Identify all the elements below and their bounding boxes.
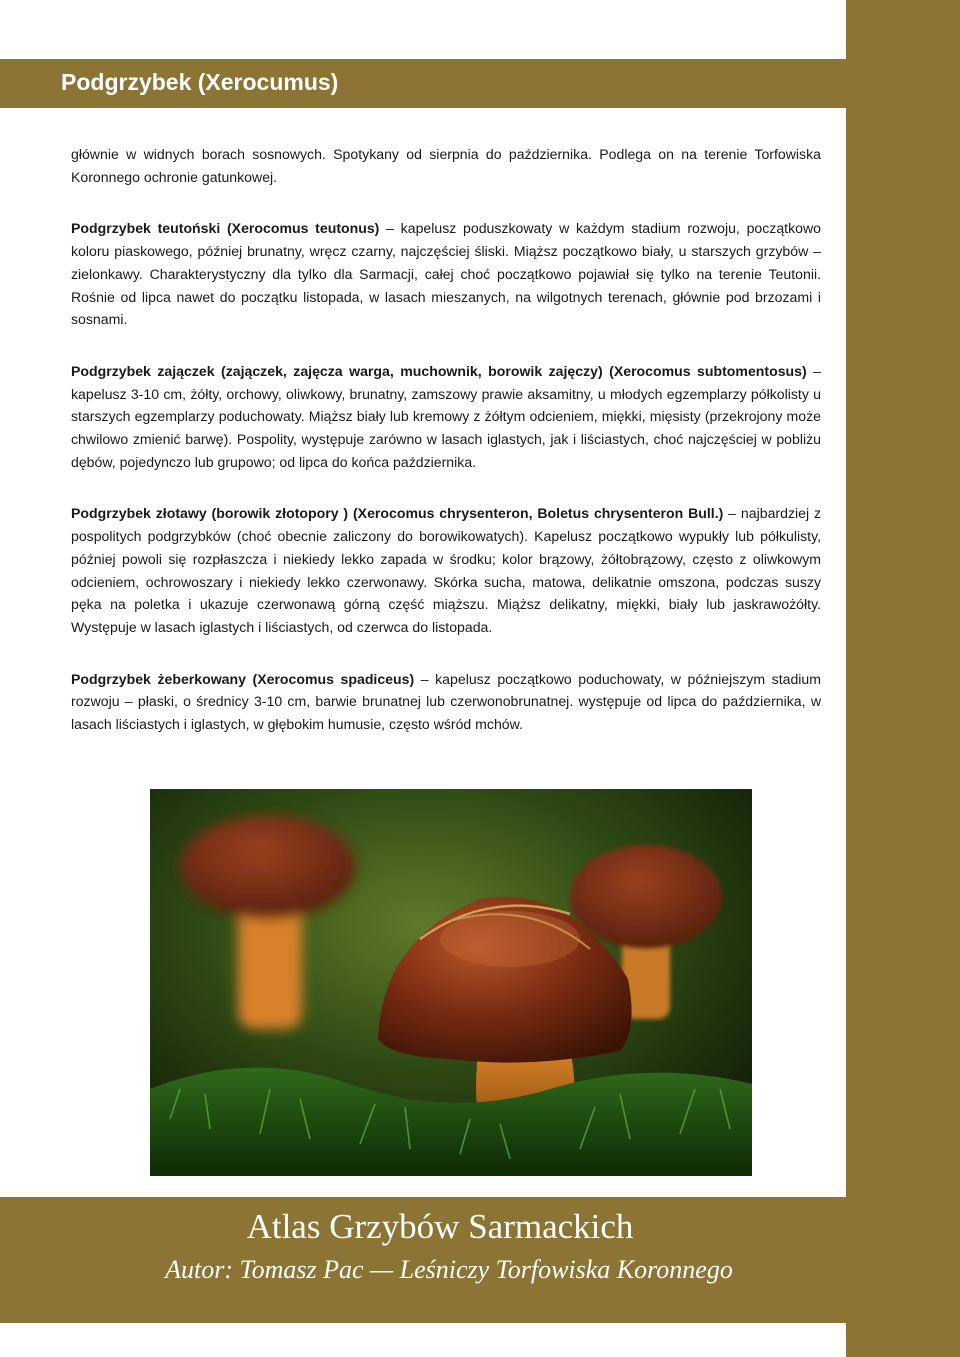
paragraph-heading: Podgrzybek teutoński (Xerocomus teutonus) [71, 220, 380, 237]
paragraph-text: – kapelusz poduszkowaty w każdym stadium rozwoju, początkowo koloru piaskowego, później brunatny, wręcz czarny, najczęściej śliski. Miąższ początkowo biały, u starszych grzybów – zielonkawy. Charakterystyczny dla tylko dla Sarmacji, całej choć początkowo pojawiał się tylko na terenie Teutonii. Rośnie od lipca nawet do początku listopada, w lasach mieszanych, na wilgotnych terenach, głównie pod brzozami i sosnami. [71, 220, 821, 328]
header-bar [0, 59, 960, 108]
paragraph-text: – kapelusz 3-10 cm, żółty, orchowy, oliwkowy, brunatny, zamszowy prawie aksamitny, u młodych egzemplarzy półkolisty u starszych egzemplarzy poduchowaty. Miąższ biały lub kremowy z żółtym odcieniem, miękki, mięsisty (przekrojony może chwilowo zmienić barwę). Pospolity, występuje zarówno w lasach iglastych, jak i liściastych, choć najczęściej w pobliżu dębów, pojedynczo lub grupowo; od lipca do końca października. [71, 362, 821, 470]
paragraph-text: – najbardziej z pospolitych podgrzybków (choć obecnie zaliczony do borowikowatych). Kapelusz początkowo wypukły lub półkulisty, później powoli się rozpłaszcza i niekiedy lekko zapada w środku; kolor brązowy, żółtobrązowy, często z oliwkowym odcieniem, ochrowoszary i niekiedy lekko czerwonawy. Skórka sucha, matowa, delikatnie omszona, podczas suszy pęka na poletka i ukazuje czerwonawą górną część miąższu. Miąższ delikatny, miękki, biały lub jaskrawożółty. Występuje w lasach iglastych i liściastych, od czerwca do listopada. [71, 505, 822, 635]
paragraph-heading: Podgrzybek zajączek (zajączek, zajęcza warga, muchownik, borowik zajęczy) (Xerocomus subtomentosus) [71, 362, 807, 379]
page-title: Podgrzybek (Xerocumus) [61, 69, 339, 95]
mushroom-photo [150, 789, 752, 1176]
footer-bar [0, 1197, 960, 1323]
paragraph-intro [71, 143, 821, 188]
footer-author: Autor: Tomasz Pac — Leśniczy Torfowiska Koronnego [165, 1255, 733, 1284]
paragraph-heading: Podgrzybek złotawy (borowik złotopory ) (Xerocomus chrysenteron, Boletus chrysenteron Bull.) [71, 505, 724, 522]
footer-title: Atlas Grzybów Sarmackich [246, 1207, 634, 1246]
paragraph-spadiceus [71, 668, 821, 736]
mushroom-illustration [150, 789, 752, 1176]
article-body [71, 143, 821, 765]
paragraph-text: – kapelusz początkowo poduchowaty, w późniejszym stadium rozwoju – płaski, o średnicy 3-10 cm, barwie brunatnej lub czerwonobrunatnej. występuje od lipca do października, w lasach liściastych i iglastych, w głębokim humusie, często wśród mchów. [71, 670, 821, 733]
paragraph-heading: Podgrzybek żeberkowany (Xerocomus spadiceus) [71, 670, 415, 687]
paragraph-teutonus [71, 217, 821, 331]
paragraph-subtomentosus [71, 360, 821, 474]
paragraph-chrysenteron [71, 502, 821, 638]
paragraph-text: głównie w widnych borach sosnowych. Spotykany od sierpnia do października. Podlega on na terenie Torfowiska Koronnego ochronie gatunkowej. [71, 146, 821, 185]
side-decor-band [846, 0, 960, 1357]
